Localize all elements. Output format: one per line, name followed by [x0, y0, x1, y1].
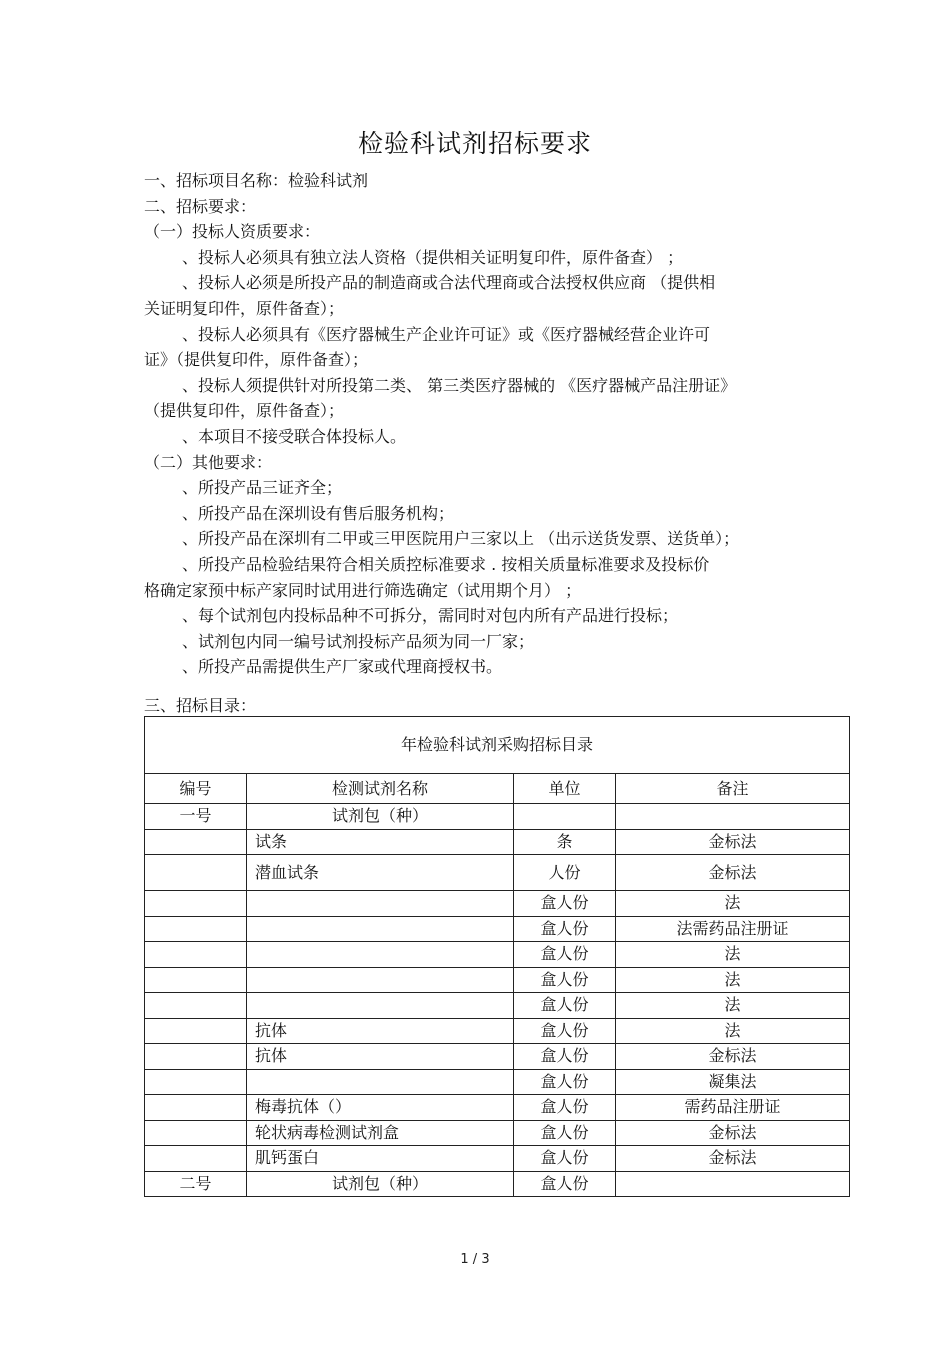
table-row	[145, 855, 850, 891]
cell-name: 肌钙蛋白	[247, 1146, 514, 1172]
cell-remark	[616, 1171, 850, 1197]
table-row	[145, 1018, 850, 1044]
requirement-item: 、投标人必须具有独立法人资格（提供相关证明复印件，原件备查） ；	[182, 247, 684, 267]
catalog-heading: 三、招标目录：	[144, 696, 257, 715]
page-title: 检验科试剂招标要求	[357, 129, 592, 158]
requirement-item-continued: 证》（提供复印件，原件备查）；	[144, 350, 369, 370]
cell-remark: 法	[616, 942, 850, 968]
page-number: 1 / 3	[460, 1252, 490, 1267]
cell-name: 抗体	[247, 1018, 514, 1044]
cell-name: 试条	[247, 829, 514, 855]
cell-remark: 法	[616, 993, 850, 1019]
cell-remark: 金标法	[616, 1044, 850, 1070]
header-remarks: 备注	[616, 774, 850, 804]
section-heading: 一、招标项目名称：检验科试剂	[144, 171, 369, 190]
cell-name: 试剂包（种）	[247, 1171, 514, 1197]
cell-unit: 盒人份	[514, 1120, 616, 1146]
table-row	[145, 1095, 850, 1121]
table-row	[145, 891, 850, 917]
cell-number: 二号	[145, 1171, 247, 1197]
requirement-item: 、本项目不接受联合体投标人。	[182, 426, 407, 446]
cell-name	[247, 891, 514, 917]
table-row	[145, 1146, 850, 1172]
cell-name	[247, 993, 514, 1019]
header-number: 编号	[145, 774, 247, 804]
cell-unit	[514, 804, 616, 830]
requirement-item: 、所投产品检验结果符合相关质控标准要求 . 按相关质量标准要求及投标价	[182, 554, 710, 574]
cell-unit: 盒人份	[514, 1146, 616, 1172]
cell-name: 试剂包（种）	[247, 804, 514, 830]
cell-remark: 金标法	[616, 1120, 850, 1146]
catalog-table	[144, 716, 850, 1197]
table-row	[145, 967, 850, 993]
cell-remark: 需药品注册证	[616, 1095, 850, 1121]
cell-remark: 法需药品注册证	[616, 916, 850, 942]
cell-unit: 盒人份	[514, 1069, 616, 1095]
cell-number	[145, 1095, 247, 1121]
cell-unit: 盒人份	[514, 993, 616, 1019]
cell-remark: 金标法	[616, 829, 850, 855]
cell-number	[145, 993, 247, 1019]
requirement-item: 、投标人必须是所投产品的制造商或合法代理商或合法授权供应商 （提供相	[182, 273, 716, 293]
requirement-item: 、所投产品在深圳设有售后服务机构；	[182, 503, 455, 523]
cell-unit: 盒人份	[514, 967, 616, 993]
cell-number	[145, 855, 247, 891]
table-row	[145, 942, 850, 968]
subsection-heading: （二）其他要求：	[144, 452, 273, 472]
table-row	[145, 916, 850, 942]
cell-unit: 盒人份	[514, 1018, 616, 1044]
requirement-item: 、试剂包内同一编号试剂投标产品须为同一厂家；	[182, 631, 535, 651]
cell-remark: 法	[616, 1018, 850, 1044]
table-row	[145, 804, 850, 830]
cell-remark: 法	[616, 967, 850, 993]
cell-remark: 凝集法	[616, 1069, 850, 1095]
cell-name	[247, 967, 514, 993]
cell-unit: 盒人份	[514, 891, 616, 917]
table-row	[145, 1069, 850, 1095]
requirement-item-continued: 关证明复印件，原件备查）；	[144, 298, 345, 318]
cell-number	[145, 1069, 247, 1095]
requirement-item: 、所投产品在深圳有二甲或三甲医院用户三家以上 （出示送货发票、送货单）；	[182, 529, 740, 549]
cell-unit: 条	[514, 829, 616, 855]
requirement-item-continued: （提供复印件，原件备查）；	[144, 401, 345, 421]
cell-remark: 金标法	[616, 855, 850, 891]
cell-number	[145, 829, 247, 855]
table-row	[145, 829, 850, 855]
cell-number	[145, 942, 247, 968]
header-unit: 单位	[514, 774, 616, 804]
requirement-item: 、投标人须提供针对所投第二类、 第三类医疗器械的 《医疗器械产品注册证》	[182, 375, 737, 395]
cell-number	[145, 916, 247, 942]
cell-number: 一号	[145, 804, 247, 830]
cell-number	[145, 1120, 247, 1146]
cell-number	[145, 1018, 247, 1044]
requirement-item: 、所投产品三证齐全；	[182, 478, 343, 498]
cell-number	[145, 967, 247, 993]
cell-unit: 盒人份	[514, 1044, 616, 1070]
cell-unit: 人份	[514, 855, 616, 891]
cell-name: 抗体	[247, 1044, 514, 1070]
section-heading: 二、招标要求：	[144, 196, 257, 216]
cell-name: 轮状病毒检测试剂盒	[247, 1120, 514, 1146]
cell-unit: 盒人份	[514, 942, 616, 968]
cell-number	[145, 891, 247, 917]
table-row	[145, 1171, 850, 1197]
requirement-item: 、所投产品需提供生产厂家或代理商授权书。	[182, 657, 503, 677]
subsection-heading: （一）投标人资质要求：	[144, 222, 321, 242]
cell-unit: 盒人份	[514, 1095, 616, 1121]
cell-number	[145, 1044, 247, 1070]
cell-unit: 盒人份	[514, 1171, 616, 1197]
requirement-item: 、每个试剂包内投标品种不可拆分，需同时对包内所有产品进行投标；	[182, 606, 679, 626]
cell-name	[247, 916, 514, 942]
cell-unit: 盒人份	[514, 916, 616, 942]
table-row	[145, 993, 850, 1019]
cell-remark: 金标法	[616, 1146, 850, 1172]
requirement-item: 、投标人必须具有《医疗器械生产企业许可证》或《医疗器械经营企业许可	[182, 324, 711, 344]
cell-name	[247, 942, 514, 968]
cell-remark: 法	[616, 891, 850, 917]
table-caption: 年检验科试剂采购招标目录	[145, 717, 850, 774]
requirements-text	[144, 168, 824, 680]
cell-name: 潜血试条	[247, 855, 514, 891]
cell-number	[145, 1146, 247, 1172]
cell-name	[247, 1069, 514, 1095]
cell-remark	[616, 804, 850, 830]
cell-name: 梅毒抗体（）	[247, 1095, 514, 1121]
header-reagent-name: 检测试剂名称	[247, 774, 514, 804]
table-row	[145, 1044, 850, 1070]
table-row	[145, 1120, 850, 1146]
requirement-item-continued: 格确定家预中标产家同时试用进行筛选确定（试用期个月） ；	[144, 580, 582, 600]
